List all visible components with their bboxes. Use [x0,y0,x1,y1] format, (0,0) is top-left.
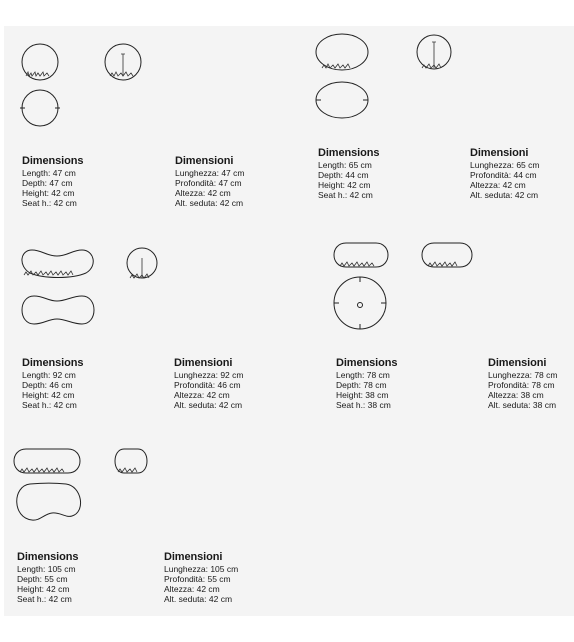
pouf-65-side-rod [432,42,436,68]
item-1-length-en: Length: 47 cm [22,168,76,178]
item-2-heading-en: Dimensions [318,147,380,159]
item-4-height-en: Height: 38 cm [336,390,389,400]
item-4-depth-en: Depth: 78 cm [336,380,387,390]
item-4-seat-en: Seat h.: 38 cm [336,400,391,410]
pouf-47-front-view [22,44,58,80]
item-4-seat-it: Alt. seduta: 38 cm [488,400,557,410]
pouf-47-top-view [22,90,58,126]
item-5-seat-it: Alt. seduta: 42 cm [164,594,233,604]
sofa-92-top-view [22,296,94,324]
item-2-height-en: Height: 42 cm [318,180,371,190]
pouf-65-side-grass [422,64,441,68]
item-1-height-it: Altezza: 42 cm [175,188,231,198]
sofa-105-front-view [14,449,80,473]
item-2-dimensions-en [318,147,379,200]
item-3-seat-it: Alt. seduta: 42 cm [174,400,243,410]
drawing-pouf-47 [20,44,141,126]
item-5-seat-en: Seat h.: 42 cm [17,594,72,604]
pouf-78-front-grass [340,262,374,266]
item-2-height-it: Altezza: 42 cm [470,180,526,190]
item-3-seat-en: Seat h.: 42 cm [22,400,77,410]
item-1-dimensions-it [175,155,244,208]
item-5-length-en: Length: 105 cm [17,564,76,574]
item-3-heading-it: Dimensioni [174,357,233,369]
item-1-length-it: Lunghezza: 47 cm [175,168,245,178]
item-5-length-it: Lunghezza: 105 cm [164,564,239,574]
item-4-dimensions-it [488,357,557,410]
item-2-length-it: Lunghezza: 65 cm [470,160,540,170]
item-2-heading-it: Dimensioni [470,147,529,159]
item-2-length-en: Length: 65 cm [318,160,372,170]
item-1-seat-it: Alt. seduta: 42 cm [175,198,244,208]
item-1-height-en: Height: 42 cm [22,188,75,198]
item-4-depth-it: Profondità: 78 cm [488,380,555,390]
item-1-heading-it: Dimensioni [175,155,234,167]
sofa-105-front-grass [20,468,64,472]
pouf-78-top-center [358,303,363,308]
item-1-seat-en: Seat h.: 42 cm [22,198,77,208]
item-3-depth-it: Profondità: 46 cm [174,380,241,390]
item-5-depth-it: Profondità: 55 cm [164,574,231,584]
drawing-sofa-92 [22,248,157,324]
pouf-47-front-grass [26,72,49,76]
item-4-heading-it: Dimensioni [488,357,547,369]
item-1-dimensions-en [22,155,83,208]
item-3-heading-en: Dimensions [22,357,84,369]
item-2-depth-it: Profondità: 44 cm [470,170,537,180]
item-2-seat-it: Alt. seduta: 42 cm [470,190,539,200]
sofa-92-front-grass [24,271,73,275]
item-2-dimensions-it [470,147,539,200]
item-4-length-it: Lunghezza: 78 cm [488,370,558,380]
drawing-sofa-105 [14,449,147,520]
pouf-47-side-grass [110,72,133,76]
item-5-heading-it: Dimensioni [164,551,223,563]
item-1-depth-it: Profondità: 47 cm [175,178,242,188]
item-5-depth-en: Depth: 55 cm [17,574,68,584]
item-3-length-en: Length: 92 cm [22,370,76,380]
item-4-heading-en: Dimensions [336,357,398,369]
item-3-dimensions-it [174,357,243,410]
drawing-pouf-78 [334,243,472,329]
item-4-dimensions-en [336,357,397,410]
sofa-105-side-grass [118,468,137,472]
item-5-dimensions-en [17,551,78,604]
item-5-height-en: Height: 42 cm [17,584,70,594]
item-3-dimensions-en [22,357,83,410]
item-4-length-en: Length: 78 cm [336,370,390,380]
item-3-length-it: Lunghezza: 92 cm [174,370,244,380]
item-5-height-it: Altezza: 42 cm [164,584,220,594]
pouf-47-side-rod [121,54,125,76]
item-3-depth-en: Depth: 46 cm [22,380,73,390]
item-4-height-it: Altezza: 38 cm [488,390,544,400]
item-5-heading-en: Dimensions [17,551,79,563]
sofa-105-top-view [17,483,81,520]
item-1-heading-en: Dimensions [22,155,84,167]
item-2-seat-en: Seat h.: 42 cm [318,190,373,200]
pouf-78-side-grass [428,262,457,266]
item-3-height-en: Height: 42 cm [22,390,75,400]
item-2-depth-en: Depth: 44 cm [318,170,369,180]
pouf-65-top-view [316,82,368,118]
item-5-dimensions-it [164,551,238,604]
drawing-pouf-65 [316,34,451,118]
item-1-depth-en: Depth: 47 cm [22,178,73,188]
item-3-height-it: Altezza: 42 cm [174,390,230,400]
